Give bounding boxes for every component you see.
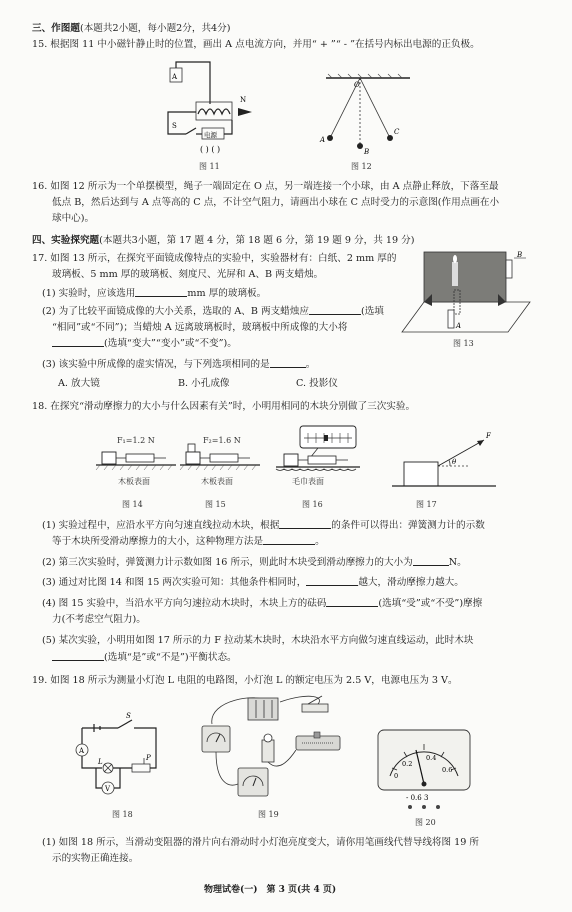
question-17-part-3 [42, 358, 315, 371]
answer-blank[interactable] [52, 651, 104, 661]
figure-17-caption: 图 17 [416, 500, 437, 509]
answer-blank[interactable] [306, 576, 358, 586]
fig14-surface-label: 木板表面 [118, 477, 150, 486]
point-label-a: A [320, 136, 326, 144]
q17-p2-text: (2) 为了比较平面镜成像的大小关系，选取的 A、B 两支蜡烛应 [42, 306, 309, 317]
question-18-part-1 [42, 519, 485, 532]
question-18-part-3 [42, 576, 464, 589]
q18-p1-text: (1) 实验过程中，应沿水平方向匀速直线拉动木块，根据 [42, 520, 280, 531]
question-17-part-2 [42, 305, 384, 318]
section-note: (本题共3小题，第 17 题 4 分，第 18 题 6 分，第 19 题 9 分，共 19 分) [99, 235, 415, 246]
figure-16-diagram [270, 424, 362, 476]
angle-label: θ [452, 458, 457, 466]
question-19-part-1-line-1: (1) 如图 18 所示，当滑动变阻器的滑片向右滑动时小灯泡亮度变大，请你用笔画线代替导线将图 19 所 [42, 837, 480, 848]
answer-blank[interactable] [309, 305, 361, 315]
power-source-label: 电源 [204, 131, 217, 139]
q17-p1-text: (1) 实验时，应该选用 [42, 288, 136, 299]
compass-needle-icon [238, 108, 252, 116]
section-title: 四、实验探究题 [32, 235, 100, 246]
fig11-label-n: N [240, 96, 247, 104]
q18-p1-end: 。 [315, 536, 325, 547]
dial-tick-3: 0.6 [442, 766, 453, 774]
candle-label-b: B [517, 251, 523, 259]
section-note: (本题共2小题，每小题2分，共4分) [79, 23, 231, 34]
q18-p2-text: (2) 第三次实验时，弹簧测力计示数如图 16 所示，则此时木块受到滑动摩擦力的大小为 [42, 557, 413, 568]
q17-p2-end: (选填“变大”“变小”或“不变”)。 [104, 338, 237, 349]
question-17-part-2-line-3 [52, 337, 237, 350]
question-18-part-2 [42, 556, 467, 569]
page-footer: 物理试卷(一) 第 3 页(共 4 页) [204, 885, 337, 895]
q18-p1-tail: 的条件可以得出：弹簧测力计的示数 [331, 520, 485, 531]
answer-blank[interactable] [270, 358, 306, 368]
figure-15-caption: 图 15 [205, 500, 226, 509]
point-label-b: B [364, 148, 370, 156]
ammeter-label: A [79, 747, 85, 755]
rheostat-label-p: P [146, 754, 151, 762]
fig14-force-label: F₁=1.2 N [117, 436, 155, 445]
question-18-part-5: (5) 某次实验，小明用如图 17 所示的力 F 拉动某木块时，木块沿水平方向做匀速直线运动，此时木块 [42, 635, 474, 646]
figure-13-diagram [402, 248, 530, 340]
ammeter-device-icon [202, 726, 230, 752]
figure-11-diagram [150, 62, 270, 162]
figure-20-caption: 图 20 [415, 818, 436, 827]
fig11-label-a: A [172, 73, 178, 81]
section-4-header [32, 234, 414, 247]
dial-tick-1: 0.2 [402, 760, 413, 768]
figure-15-diagram [180, 448, 260, 474]
answer-blank[interactable] [279, 519, 331, 529]
q18-p3-text: (3) 通过对比图 14 和图 15 两次实验可知：其他条件相同时， [42, 577, 307, 588]
fig15-force-label: F₂=1.6 N [203, 436, 241, 445]
lamp-label-l: L [98, 758, 103, 766]
figure-20-ammeter-dial [376, 728, 472, 814]
question-16-line-2: 低点 B，然后达到与 A 点等高的 C 点，不计空气阻力，请画出小球在 C 点时受力的示意图(作用点画在小 [52, 197, 500, 208]
switch-label-s: S [126, 712, 131, 720]
answer-blank[interactable] [326, 597, 378, 607]
option-c: C. 投影仪 [296, 378, 338, 389]
voltmeter-device-icon [238, 768, 268, 796]
question-19-intro: 19. 如图 18 所示为测量小灯泡 L 电阻的电路图，小灯泡 L 的额定电压为 2.5 V，电源电压为 3 V。 [32, 675, 458, 686]
force-label-f: F [486, 432, 491, 440]
q18-p5-end: (选填“是”或“不是”)平衡状态。 [104, 652, 237, 663]
lamp-holder-icon [262, 740, 274, 762]
dial-tick-2: 0.4 [426, 754, 437, 762]
answer-blank[interactable] [52, 337, 104, 347]
candle-label-a: A [456, 322, 462, 330]
figure-17-diagram [392, 430, 502, 494]
figure-13-caption: 图 13 [453, 339, 474, 348]
figure-18-circuit [72, 712, 164, 800]
figure-19-circuit-photo [198, 692, 352, 804]
fig16-surface-label: 毛巾表面 [292, 477, 324, 486]
question-16-line-1: 16. 如图 12 所示为一个单摆模型，绳子一端固定在 O 点，另一端连接一个小球，由 A 点静止释放，下落至最 [32, 181, 499, 192]
q17-p1-tail: mm 厚的玻璃板。 [187, 288, 267, 299]
answer-blank[interactable] [413, 556, 449, 566]
section-title: 三、作图题 [32, 23, 80, 34]
q18-p1-text-2: 等于木块所受滑动摩擦力的大小，这种物理方法是 [52, 536, 264, 547]
question-18-part-5-line-2 [52, 651, 237, 664]
question-18-part-4-line-2: 力(不考虑空气阻力)。 [52, 614, 146, 625]
question-15: 15. 根据图 11 中小磁针静止时的位置，画出 A 点电流方向，并用“ + ”“ - ”在括号内标出电源的正负极。 [32, 39, 480, 50]
figure-16-caption: 图 16 [302, 500, 323, 509]
figure-11-caption: 图 11 [199, 162, 220, 171]
figure-12-caption: 图 12 [351, 162, 372, 171]
q17-p3-tail: 。 [305, 359, 316, 370]
battery-pack-icon [248, 698, 278, 720]
fig11-label-s: S [172, 122, 177, 130]
question-17-part-2-line-2: “相同”或“不同”)；当蜡烛 A 远离玻璃板时，玻璃板中所成像的大小将 [52, 322, 348, 333]
q17-p2-tail: (选填 [360, 306, 384, 317]
answer-blank[interactable] [263, 535, 315, 545]
figure-14-diagram [96, 448, 176, 474]
question-16-line-3: 球中心)。 [52, 213, 95, 224]
figure-12-diagram [318, 74, 418, 164]
pivot-label-o: O [354, 81, 360, 89]
question-19-part-1-line-2: 示的实物正确连接。 [52, 853, 139, 864]
question-17-line-2: 玻璃板、5 mm 厚的玻璃板、刻度尺、光屏和 A、B 两支蜡烛。 [52, 269, 324, 280]
q18-p2-tail: N。 [448, 557, 467, 568]
switch-icon [302, 704, 328, 712]
section-3-header [32, 22, 230, 35]
figure-19-caption: 图 19 [258, 810, 279, 819]
polarity-brackets: ( ) ( ) [200, 145, 221, 154]
q17-p3-text: (3) 该实验中所成像的虚实情况，与下列选项相同的是 [42, 359, 270, 370]
question-18-part-1-line-2 [52, 535, 325, 548]
q18-p3-tail: 越大，滑动摩擦力越大。 [358, 577, 464, 588]
voltmeter-label: V [105, 785, 111, 793]
figure-14-caption: 图 14 [122, 500, 143, 509]
answer-blank[interactable] [135, 287, 187, 297]
figure-18-caption: 图 18 [112, 810, 133, 819]
q18-p4-text: (4) 图 15 实验中，当沿水平方向匀速拉动木块时，木块上方的砝码 [42, 598, 327, 609]
option-b: B. 小孔成像 [178, 378, 230, 389]
terminal-labels: - 0.6 3 [406, 794, 429, 802]
point-label-c: C [394, 128, 400, 136]
fig15-surface-label: 木板表面 [201, 477, 233, 486]
question-17-line-1: 17. 如图 13 所示，在探究平面镜成像特点的实验中，实验器材有：白纸、2 mm 厚的 [32, 253, 397, 264]
option-a: A. 放大镜 [58, 378, 100, 389]
q18-p4-tail: (选填“受”或“不受”)摩擦 [378, 598, 483, 609]
dial-tick-0: 0 [394, 772, 399, 780]
question-18-part-4 [42, 597, 482, 610]
question-17-part-1 [42, 287, 266, 300]
question-18-intro: 18. 在探究“滑动摩擦力的大小与什么因素有关”时，小明用相同的木块分别做了三次实验。 [32, 401, 416, 412]
